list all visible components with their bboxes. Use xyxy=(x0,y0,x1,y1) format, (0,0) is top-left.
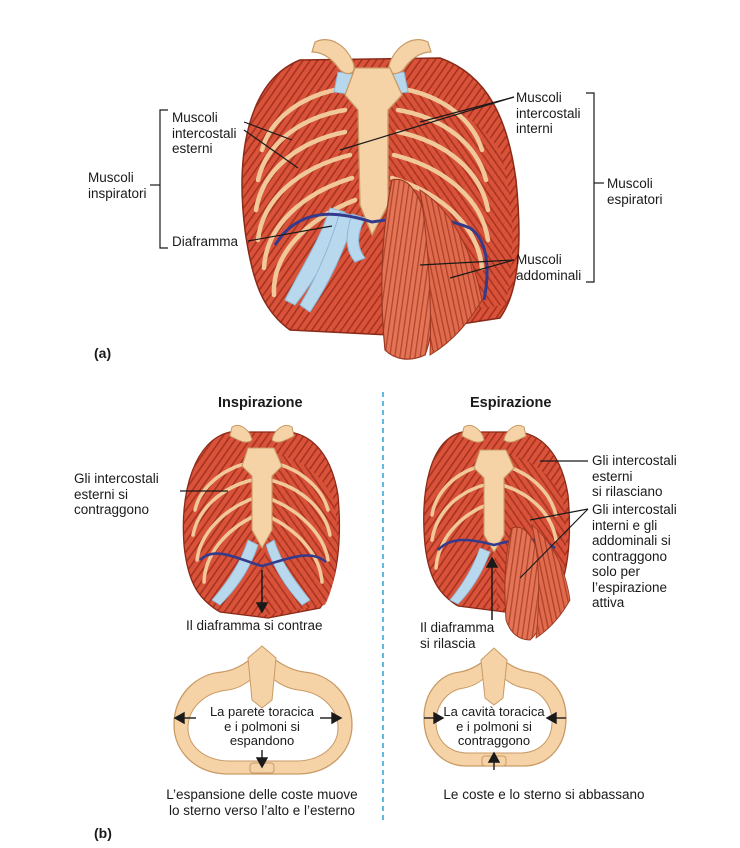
label-intercostali-interni: Muscoli intercostali interni xyxy=(516,90,581,136)
title-inspirazione: Inspirazione xyxy=(218,395,303,411)
caption-espirazione: Le coste e lo sterno si abbassano xyxy=(443,787,645,802)
panel-a-letter: (a) xyxy=(94,345,112,361)
label-muscoli-espiratori: Muscoli espiratori xyxy=(607,176,663,207)
label-intercostali-esterni: Muscoli intercostali esterni xyxy=(172,110,237,156)
rib-cage-expiration xyxy=(424,425,570,640)
title-espirazione: Espirazione xyxy=(470,395,552,411)
label-intercostali-contraggono: Gli intercostali esterni si contraggono xyxy=(74,471,159,517)
label-diaframma: Diaframma xyxy=(172,234,239,249)
label-muscoli-addominali: Muscoli addominali xyxy=(516,252,582,283)
label-muscoli-inspiratori: Muscoli inspiratori xyxy=(88,170,147,201)
label-cavita-toracica: La cavità toracica e i polmoni si contraggono xyxy=(443,704,545,748)
caption-inspirazione: L’espansione delle coste muove lo sterno verso l’alto e l’esterno xyxy=(166,787,358,818)
panel-b-letter: (b) xyxy=(94,825,112,841)
label-intercostali-esterni-rilasciano: Gli intercostali esterni si rilasciano xyxy=(592,453,677,499)
rib-cage-a xyxy=(242,40,519,359)
label-parete-toracica: La parete toracica e i polmoni si espandono xyxy=(209,704,315,748)
label-diaframma-rilascia: Il diaframma si rilascia xyxy=(420,620,495,651)
label-diaframma-contrae: Il diaframma si contrae xyxy=(186,618,323,633)
label-intercostali-interni-addominali: Gli intercostali interni e gli addominali si contraggono solo per l’espirazione attiva xyxy=(592,502,677,610)
